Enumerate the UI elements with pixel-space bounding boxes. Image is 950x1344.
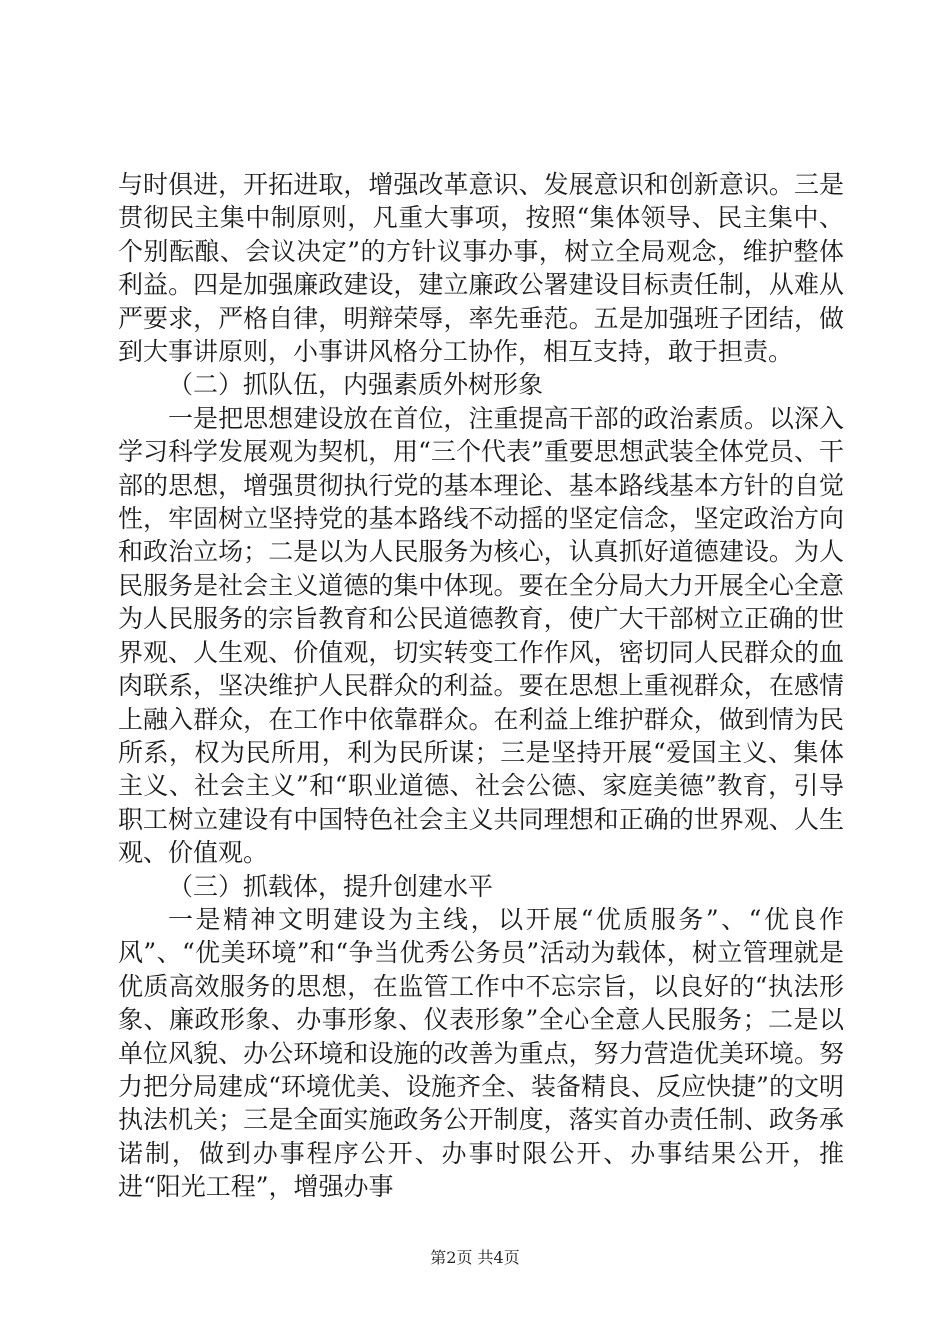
paragraph-section-2: 一是把思想建设放在首位，注重提高干部的政治素质。以深入学习科学发展观为契机，用“三个代表”重要思想武装全体党员、干部的思想，增强贯彻执行党的基本理论、基本路线基本方针的自觉性，牢固树立坚持党的基本路线不动摇的坚定信念，坚定政治方向和政治立场；二是以为人民服务为核心，认真抓好道德建设。为人民服务是社会主义道德的集中体现。要在全分局大力开展全心全意为人民服务的宗旨教育和公民道德教育，使广大干部树立正确的世界观、人生观、价值观，切实转变工作作风，密切同人民群众的血肉联系，坚决维护人民群众的利益。要在思想上重视群众，在感情上融入群众，在工作中依靠群众。在利益上维护群众，做到情为民所系，权为民所用，利为民所谋；三是坚持开展“爱国主义、集体主义、社会主义”和“职业道德、社会公德、家庭美德”教育，引导职工树立建设有中国特色社会主义共同理想和正确的世界观、人生观、价值观。 bbox=[118, 403, 844, 868]
section-heading-3: （三）抓载体，提升创建水平 bbox=[168, 871, 494, 901]
section-heading-2: （二）抓队伍，内强素质外树形象 bbox=[168, 370, 544, 400]
document-body bbox=[118, 168, 844, 1204]
paragraph-continuation: 与时俱进，开拓进取，增强改革意识、发展意识和创新意识。三是贯彻民主集中制原则，凡重大事项，按照“集体领导、民主集中、个别酝酿、会议决定”的方针议事办事，树立全局观念，维护整体利益。四是加强廉政建设，建立廉政公署建设目标责任制，从难从严要求，严格自律，明辩荣辱，率先垂范。五是加强班子团结，做到大事讲原则，小事讲风格分工协作，相互支持，敢于担责。 bbox=[118, 170, 844, 367]
page-number-footer: 第2页 共4页 bbox=[430, 1248, 520, 1267]
paragraph-section-3: 一是精神文明建设为主线，以开展“优质服务”、“优良作风”、“优美环境”和“争当优秀公务员”活动为载体，树立管理就是优质高效服务的思想，在监管工作中不忘宗旨，以良好的“执法形象、廉政形象、办事形象、仪表形象”全心全意人民服务；二是以单位风貌、办公环境和设施的改善为重点，努力营造优美环境。努力把分局建成“环境优美、设施齐全、装备精良、反应快捷”的文明执法机关；三是全面实施政务公开制度，落实首办责任制、政务承诺制，做到办事程序公开、办事时限公开、办事结果公开，推进“阳光工程”，增强办事 bbox=[118, 904, 844, 1202]
